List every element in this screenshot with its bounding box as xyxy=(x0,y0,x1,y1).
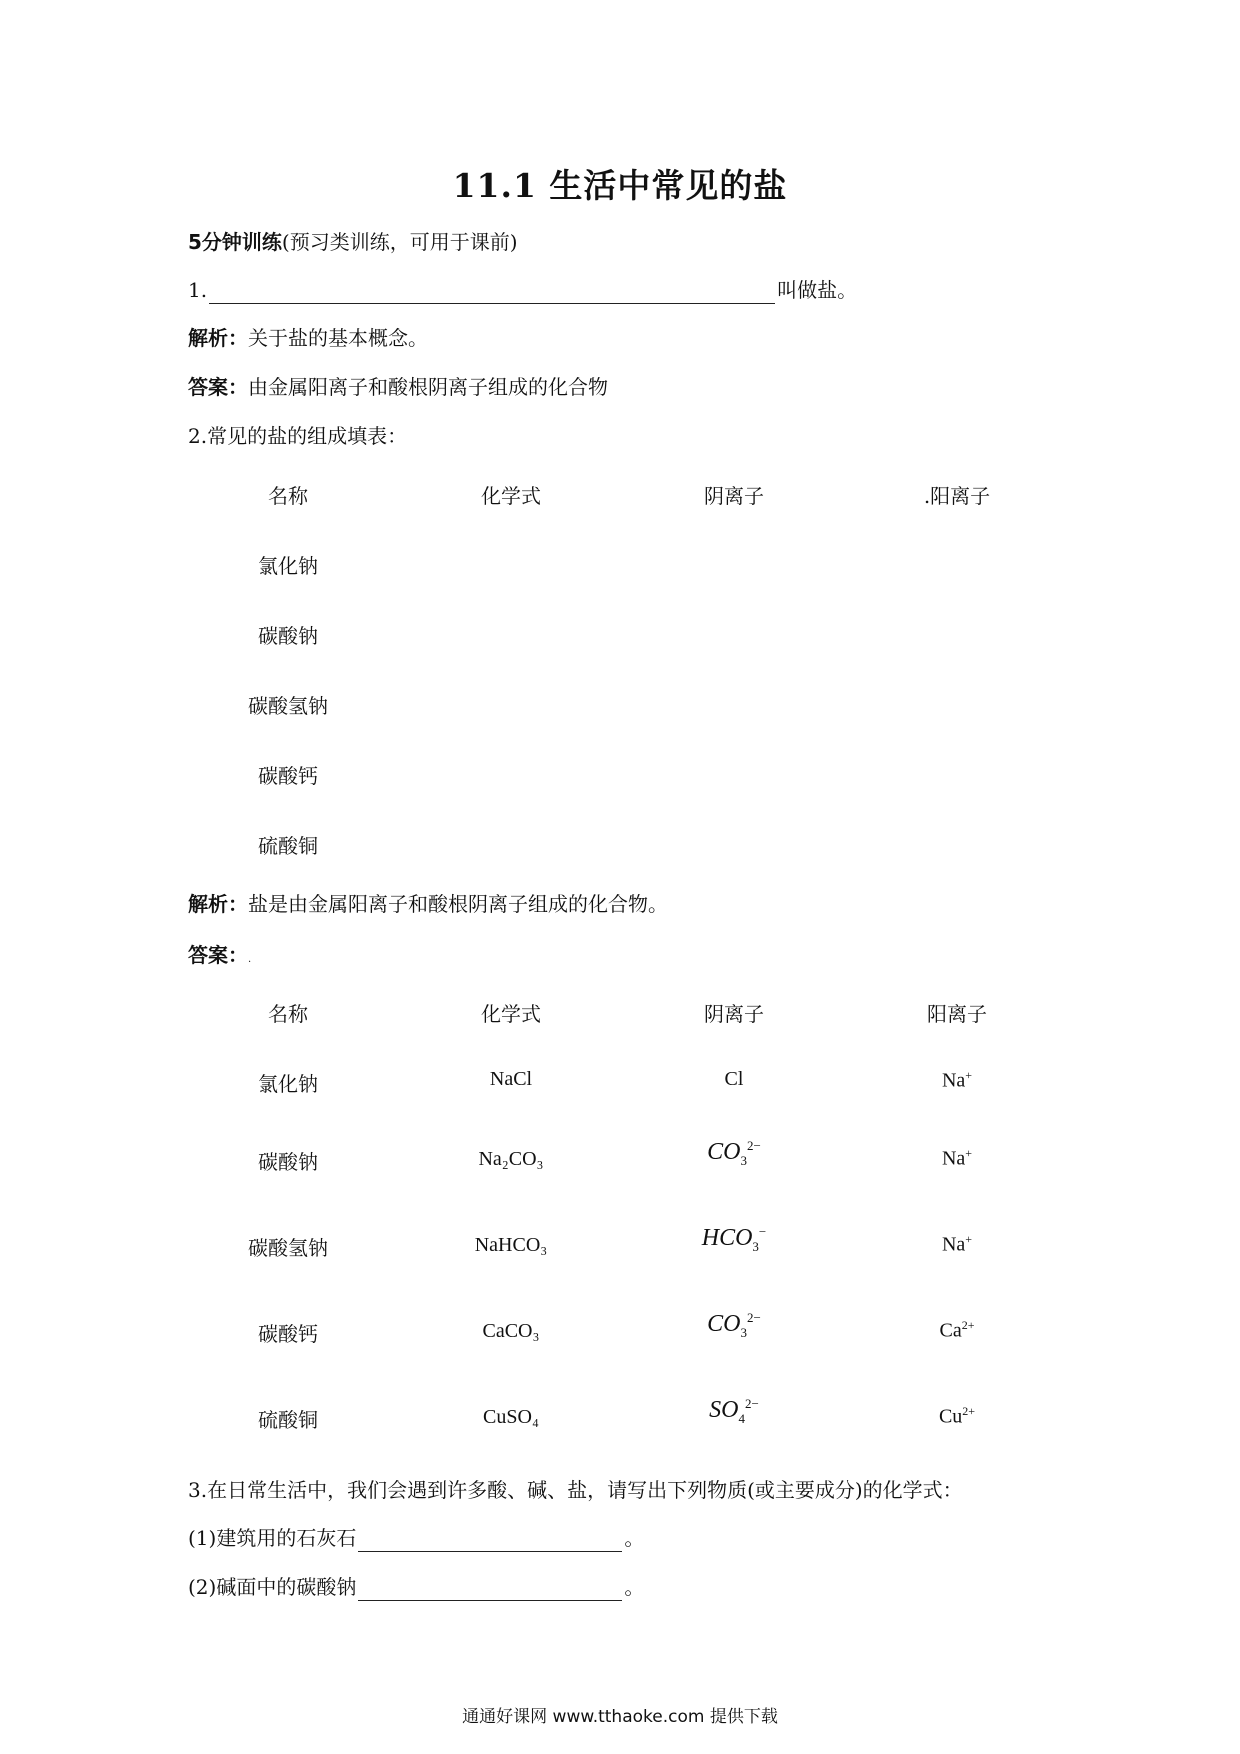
table-row-name: 硫酸铜 xyxy=(258,834,318,858)
section-heading xyxy=(188,228,518,256)
answer-row-formula: CaCO₃ xyxy=(482,1320,540,1342)
section-label: 5分钟训练 xyxy=(188,230,282,254)
table-row-name: 碳酸钠 xyxy=(258,624,318,648)
q3-prompt: 3.在日常生活中，我们会遇到许多酸、碱、盐，请写出下列物质(或主要成分)的化学式： xyxy=(188,1478,963,1502)
answer-row-anion: $SO_4^{2-}$ xyxy=(709,1396,759,1426)
page-title: 11.1 生活中常见的盐 xyxy=(452,166,788,205)
q2-analysis xyxy=(188,890,668,918)
answer-row-name: 碳酸钠 xyxy=(258,1150,318,1174)
q3-item-2-label: (2)碱面中的碳酸钠 xyxy=(188,1575,357,1599)
answer-row-name: 硫酸铜 xyxy=(258,1408,318,1432)
answer-row-formula: NaHCO₃ xyxy=(474,1234,548,1256)
q2-answer-mark: . xyxy=(248,954,252,965)
answer-row-cation: Na+ xyxy=(941,1232,973,1256)
table-header-anion: 阴离子 xyxy=(704,484,764,508)
section-note: (预习类训练，可用于课前) xyxy=(281,230,518,254)
q3-item-2-suffix: 。 xyxy=(624,1575,645,1599)
answer-row-anion: $CO_3^{2-}$ xyxy=(707,1138,761,1168)
q1-blank[interactable] xyxy=(209,281,775,304)
answer-row-formula: CuSO₄ xyxy=(483,1406,539,1428)
q1-answer-label: 答案： xyxy=(188,375,248,399)
q3-item-1-label: (1)建筑用的石灰石 xyxy=(188,1526,357,1550)
q1-analysis xyxy=(188,324,428,352)
table-row-name: 碳酸钙 xyxy=(258,764,318,788)
answer-header-anion: 阴离子 xyxy=(704,1002,764,1026)
answer-header-formula: 化学式 xyxy=(481,1002,541,1026)
answer-row-anion: $CO_3^{2-}$ xyxy=(707,1310,761,1340)
q3-item-1-suffix: 。 xyxy=(624,1526,645,1550)
q1-analysis-text: 关于盐的基本概念。 xyxy=(248,326,428,350)
answer-row-cation: Na+ xyxy=(941,1068,973,1092)
table-row-name: 氯化钠 xyxy=(258,554,318,578)
q1-number: 1. xyxy=(188,278,208,302)
answer-header-cation: 阳离子 xyxy=(927,1002,987,1026)
answer-row-cation: $Cu^{2+}$ xyxy=(938,1404,976,1428)
q1-analysis-label: 解析： xyxy=(188,326,248,350)
table-header-name: 名称 xyxy=(268,484,308,508)
q2-analysis-text: 盐是由金属阳离子和酸根阴离子组成的化合物。 xyxy=(248,892,668,916)
q2-answer xyxy=(188,941,251,974)
table-row-name: 碳酸氢钠 xyxy=(248,694,328,718)
answer-row-formula: Na₂CO₃ xyxy=(478,1148,544,1170)
answer-row-anion: Cl xyxy=(724,1068,744,1090)
question-1 xyxy=(188,276,857,304)
q3-item-2-blank[interactable] xyxy=(358,1578,622,1601)
q2-prompt: 2.常见的盐的组成填表： xyxy=(188,424,408,448)
q3-item-1-blank[interactable] xyxy=(358,1529,622,1552)
q3-item-1 xyxy=(188,1524,644,1552)
q1-answer xyxy=(188,373,608,401)
q2-answer-label: 答案： xyxy=(188,943,248,967)
q3-item-2 xyxy=(188,1573,644,1601)
q1-answer-text: 由金属阳离子和酸根阴离子组成的化合物 xyxy=(248,375,608,399)
answer-row-anion: $HCO_3^-$ xyxy=(701,1224,767,1254)
table-header-cation: .阳离子 xyxy=(923,484,991,508)
q1-suffix: 叫做盐。 xyxy=(777,278,858,302)
q2-analysis-label: 解析： xyxy=(188,892,248,916)
answer-row-cation: Na+ xyxy=(941,1146,973,1170)
page-footer: 通通好课网 www.tthaoke.com 提供下载 xyxy=(462,1707,778,1727)
answer-header-name: 名称 xyxy=(268,1002,308,1026)
table-header-formula: 化学式 xyxy=(481,484,541,508)
answer-row-name: 氯化钠 xyxy=(258,1072,318,1096)
answer-row-formula: NaCl xyxy=(489,1068,533,1090)
answer-row-cation: $Ca^{2+}$ xyxy=(939,1318,975,1342)
answer-row-name: 碳酸钙 xyxy=(258,1322,318,1346)
answer-row-name: 碳酸氢钠 xyxy=(248,1236,328,1260)
